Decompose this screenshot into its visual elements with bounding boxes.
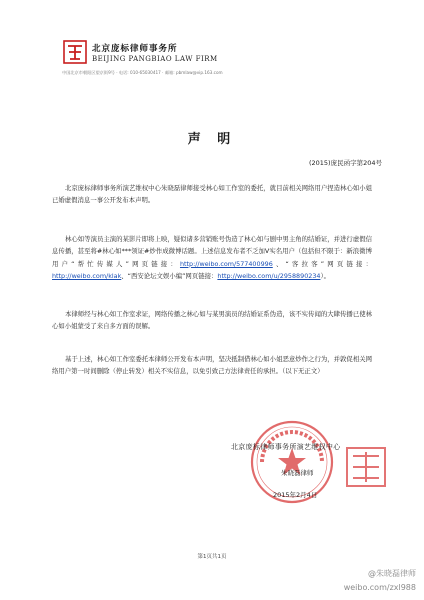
document-title: 声 明 bbox=[187, 132, 237, 147]
page-number: 第1页共1页 bbox=[197, 554, 227, 560]
watermark-url: weibo.com/zxl988 bbox=[343, 583, 416, 592]
paragraph-2-text bbox=[52, 233, 372, 283]
firm-logo-icon bbox=[63, 40, 87, 64]
paragraph-1-text: 北京庞标律师事务所演艺维权中心朱晓磊律师接受林心如工作室的委托，就目前相关网络用户捏造林心如小姐已婚虚假消息一事公开发布本声明。 bbox=[52, 184, 372, 205]
firm-contact-line: 中国北京市朝阳区望京街9号 · 电话: 010-65030417 · 邮箱: pbmlaw@vip.163.com bbox=[62, 70, 223, 75]
reference-number: (2015)庞民函字第204号 bbox=[308, 159, 382, 167]
signature-date: 2015年2月4日 bbox=[273, 491, 318, 499]
weibo-link-3[interactable]: http://weibo.com/u/2958890234 bbox=[217, 272, 321, 281]
paragraph-1 bbox=[52, 182, 372, 207]
paragraph-2-part-b: 、“客拉客”网页链接： bbox=[272, 259, 372, 268]
weibo-link-2[interactable]: http://weibo.com/klak bbox=[52, 272, 122, 281]
paragraph-2-part-c: 、“西安论坛文娱小编”网页链接： bbox=[121, 272, 218, 281]
paragraph-3 bbox=[52, 308, 372, 333]
paragraph-2 bbox=[52, 233, 372, 283]
weibo-link-1[interactable]: http://weibo.com/577400996 bbox=[179, 259, 273, 268]
paragraph-2-part-a: 林心如等演员主演的某影片即将上映，疑似诸多营销账号伪造了林心如与剧中男主角的结婚证，并进行虚假信息传播，甚至将#林心如***领证#炒作成微博话题。上述信息发布者不乏加V实名用户（包括但不限于：新浪微博用户“帮忙传媒人”网页链接： bbox=[52, 235, 372, 268]
firm-name-chinese: 北京庞标律师事务所 bbox=[92, 44, 178, 54]
paragraph-4 bbox=[52, 353, 372, 378]
lawyer-seal-stamp-icon bbox=[345, 446, 387, 488]
firm-name-english: BEIJING PANGBIAO LAW FIRM bbox=[92, 55, 218, 63]
paragraph-2-part-d: ）。 bbox=[320, 272, 331, 281]
signature-lawyer: 朱晓磊律师 bbox=[281, 469, 314, 477]
watermark-handle: @朱晓磊律师 bbox=[368, 569, 416, 578]
paragraph-4-text: 基于上述，林心如工作室委托本律师公开发布本声明，坚决抵制借林心如小姐恶意炒作之行为，并敦促相关网络用户第一时间删除（停止转发）相关不实信息，以免引致己方法律责任的承担。（以下无正文） bbox=[52, 355, 372, 376]
signature-organization: 北京庞标律师事务所演艺维权中心 bbox=[231, 443, 341, 451]
paragraph-3-text: 本律师经与林心如工作室求证，网络传播之林心如与某男演员的结婚证系伪造，该不实传闻的大肆传播已使林心如小姐蒙受了来自多方面的误解。 bbox=[52, 310, 372, 331]
